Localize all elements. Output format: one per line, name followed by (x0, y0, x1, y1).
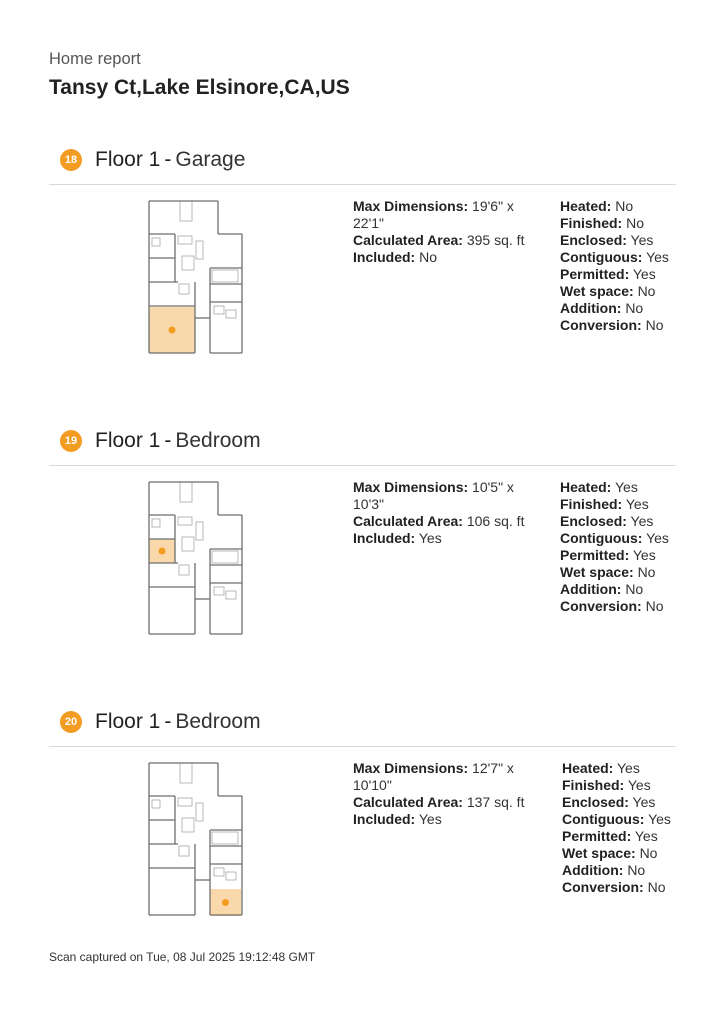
plan-fixture (214, 587, 224, 595)
finished-row: Finished: No (560, 215, 645, 231)
room-properties (560, 479, 680, 615)
room-dimensions (353, 198, 533, 266)
conversion-row: Conversion: No (560, 317, 664, 333)
addition-row: Addition: No (560, 300, 644, 316)
plan-fixture (179, 846, 189, 856)
plan-fixture (152, 519, 160, 527)
room-marker-icon (159, 548, 166, 555)
room-type: Garage (175, 148, 246, 171)
floor-plan-thumbnail (146, 479, 244, 639)
room-heading (60, 423, 261, 459)
calculated-area-row: Calculated Area: 106 sq. ft (353, 513, 525, 529)
addition-row: Addition: No (560, 581, 644, 597)
enclosed-row: Enclosed: Yes (562, 794, 656, 810)
plan-fixture (214, 306, 224, 314)
plan-fixture (182, 818, 194, 832)
property-address: Tansy Ct,Lake Elsinore,CA,US (49, 76, 350, 99)
calculated-area-row: Calculated Area: 137 sq. ft (353, 794, 525, 810)
max-dimensions-row: Max Dimensions: 12'7" x 10'10" (353, 760, 514, 793)
floor-plan-thumbnail (146, 198, 244, 358)
room-section-20 (0, 704, 724, 964)
plan-fixture (180, 763, 192, 783)
heated-row: Heated: No (560, 198, 634, 214)
enclosed-row: Enclosed: Yes (560, 232, 654, 248)
room-floor: Floor 1 (95, 148, 161, 171)
room-number-badge: 20 (60, 711, 82, 733)
room-number-badge: 18 (60, 149, 82, 171)
plan-fixture (226, 872, 236, 880)
room-section-19 (0, 423, 724, 683)
plan-fixture (212, 270, 238, 282)
permitted-row: Permitted: Yes (560, 266, 656, 282)
addition-row: Addition: No (562, 862, 646, 878)
conversion-row: Conversion: No (560, 598, 664, 614)
room-dimensions (353, 479, 533, 547)
contiguous-row: Contiguous: Yes (562, 811, 671, 827)
plan-fixture (212, 832, 238, 844)
included-row: Included: Yes (353, 811, 442, 827)
room-dimensions (353, 760, 533, 828)
room-marker-icon (222, 899, 229, 906)
room-floor: Floor 1 (95, 710, 161, 733)
plan-fixture (180, 201, 192, 221)
max-dimensions-row: Max Dimensions: 10'5" x 10'3" (353, 479, 514, 512)
room-marker-icon (169, 327, 176, 334)
plan-fixture (179, 284, 189, 294)
permitted-row: Permitted: Yes (562, 828, 658, 844)
wet-space-row: Wet space: No (560, 283, 656, 299)
room-properties (562, 760, 682, 896)
plan-fixture (182, 537, 194, 551)
finished-row: Finished: Yes (562, 777, 651, 793)
included-row: Included: No (353, 249, 438, 265)
heated-row: Heated: Yes (560, 479, 638, 495)
plan-fixture (214, 868, 224, 876)
plan-fixture (196, 241, 203, 259)
section-divider (49, 184, 676, 185)
report-kicker: Home report (49, 50, 141, 68)
calculated-area-row: Calculated Area: 395 sq. ft (353, 232, 525, 248)
plan-fixture (152, 238, 160, 246)
finished-row: Finished: Yes (560, 496, 649, 512)
room-title (95, 429, 261, 453)
section-divider (49, 465, 676, 466)
contiguous-row: Contiguous: Yes (560, 249, 669, 265)
plan-fixture (179, 565, 189, 575)
room-properties (560, 198, 680, 334)
conversion-row: Conversion: No (562, 879, 666, 895)
room-heading (60, 142, 245, 178)
plan-fixture (212, 551, 238, 563)
room-title (95, 148, 245, 172)
plan-fixture (182, 256, 194, 270)
room-number-badge: 19 (60, 430, 82, 452)
room-section-18 (0, 142, 724, 402)
room-title (95, 710, 261, 734)
heated-row: Heated: Yes (562, 760, 640, 776)
room-type: Bedroom (175, 710, 261, 733)
plan-fixture (226, 591, 236, 599)
plan-fixture (226, 310, 236, 318)
room-title-separator: - (164, 710, 172, 733)
max-dimensions-row: Max Dimensions: 19'6" x 22'1" (353, 198, 514, 231)
enclosed-row: Enclosed: Yes (560, 513, 654, 529)
contiguous-row: Contiguous: Yes (560, 530, 669, 546)
room-type: Bedroom (175, 429, 261, 452)
scan-timestamp: Scan captured on Tue, 08 Jul 2025 19:12:48 GMT (49, 950, 316, 964)
included-row: Included: Yes (353, 530, 442, 546)
plan-fixture (178, 517, 192, 525)
report-header (49, 49, 350, 101)
room-floor: Floor 1 (95, 429, 161, 452)
wet-space-row: Wet space: No (560, 564, 656, 580)
room-heading (60, 704, 261, 740)
plan-fixture (178, 798, 192, 806)
plan-fixture (196, 522, 203, 540)
floor-plan-thumbnail (146, 760, 244, 920)
plan-fixture (180, 482, 192, 502)
plan-fixture (196, 803, 203, 821)
plan-fixture (178, 236, 192, 244)
wet-space-row: Wet space: No (562, 845, 658, 861)
section-divider (49, 746, 676, 747)
plan-fixture (152, 800, 160, 808)
room-title-separator: - (164, 429, 172, 452)
room-title-separator: - (164, 148, 172, 171)
permitted-row: Permitted: Yes (560, 547, 656, 563)
